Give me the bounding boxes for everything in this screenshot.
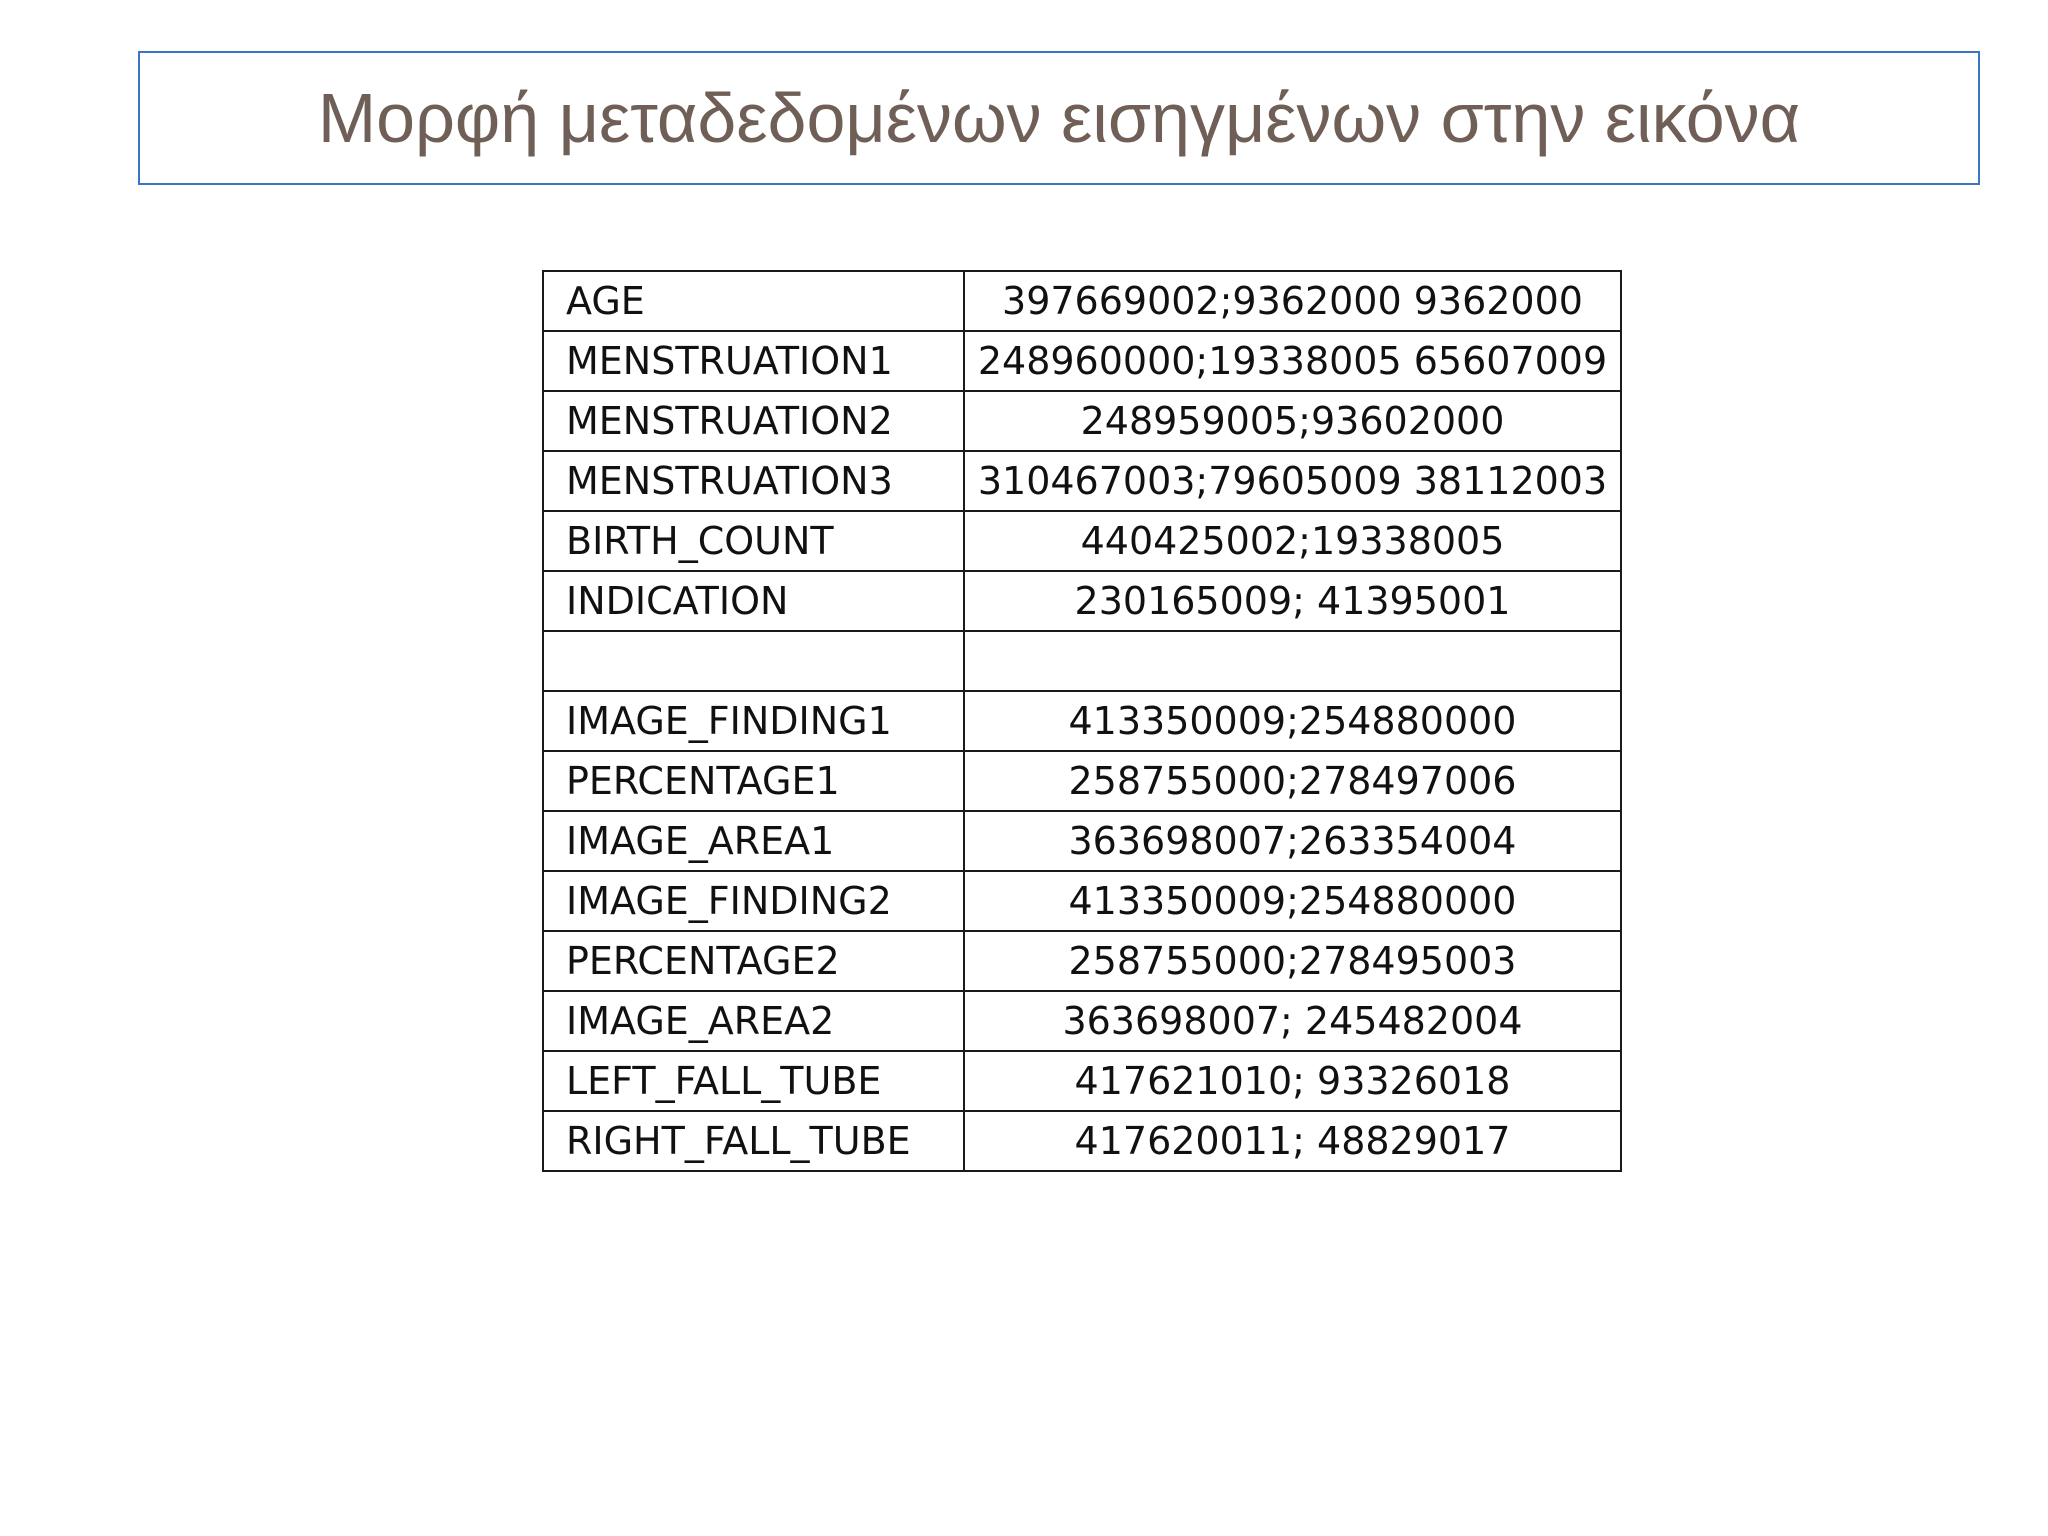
metadata-table <box>542 270 1622 1172</box>
row-value <box>964 631 1621 691</box>
row-value: 248959005;93602000 <box>964 391 1621 451</box>
table-row <box>543 331 1621 391</box>
row-value: 413350009;254880000 <box>964 691 1621 751</box>
row-key: RIGHT_FALL_TUBE <box>543 1111 964 1171</box>
table-row <box>543 991 1621 1051</box>
table-row <box>543 751 1621 811</box>
table-row <box>543 451 1621 511</box>
table-row <box>543 571 1621 631</box>
table-row <box>543 1051 1621 1111</box>
row-key: INDICATION <box>543 571 964 631</box>
row-key: IMAGE_AREA1 <box>543 811 964 871</box>
row-key: IMAGE_AREA2 <box>543 991 964 1051</box>
table-row <box>543 871 1621 931</box>
row-key: PERCENTAGE2 <box>543 931 964 991</box>
row-key: LEFT_FALL_TUBE <box>543 1051 964 1111</box>
row-key: IMAGE_FINDING2 <box>543 871 964 931</box>
row-value: 310467003;79605009 38112003 <box>964 451 1621 511</box>
row-value: 417620011; 48829017 <box>964 1111 1621 1171</box>
row-key: AGE <box>543 271 964 331</box>
slide-title: Μορφή μεταδεδομένων εισηγμένων στην εικόνα <box>317 79 1801 157</box>
table-row <box>543 811 1621 871</box>
table-row-empty <box>543 631 1621 691</box>
row-value: 363698007;263354004 <box>964 811 1621 871</box>
row-value: 440425002;19338005 <box>964 511 1621 571</box>
slide-title-box <box>138 51 1980 185</box>
row-value: 248960000;19338005 65607009 <box>964 331 1621 391</box>
row-value: 230165009; 41395001 <box>964 571 1621 631</box>
row-key: MENSTRUATION3 <box>543 451 964 511</box>
row-key: MENSTRUATION2 <box>543 391 964 451</box>
row-value: 417621010; 93326018 <box>964 1051 1621 1111</box>
row-key: IMAGE_FINDING1 <box>543 691 964 751</box>
row-key: BIRTH_COUNT <box>543 511 964 571</box>
row-key: MENSTRUATION1 <box>543 331 964 391</box>
table-row <box>543 271 1621 331</box>
row-value: 413350009;254880000 <box>964 871 1621 931</box>
row-key <box>543 631 964 691</box>
row-key: PERCENTAGE1 <box>543 751 964 811</box>
row-value: 258755000;278495003 <box>964 931 1621 991</box>
table-row <box>543 391 1621 451</box>
table-row <box>543 691 1621 751</box>
row-value: 397669002;9362000 9362000 <box>964 271 1621 331</box>
table-row <box>543 511 1621 571</box>
row-value: 363698007; 245482004 <box>964 991 1621 1051</box>
row-value: 258755000;278497006 <box>964 751 1621 811</box>
table-row <box>543 931 1621 991</box>
table-row <box>543 1111 1621 1171</box>
